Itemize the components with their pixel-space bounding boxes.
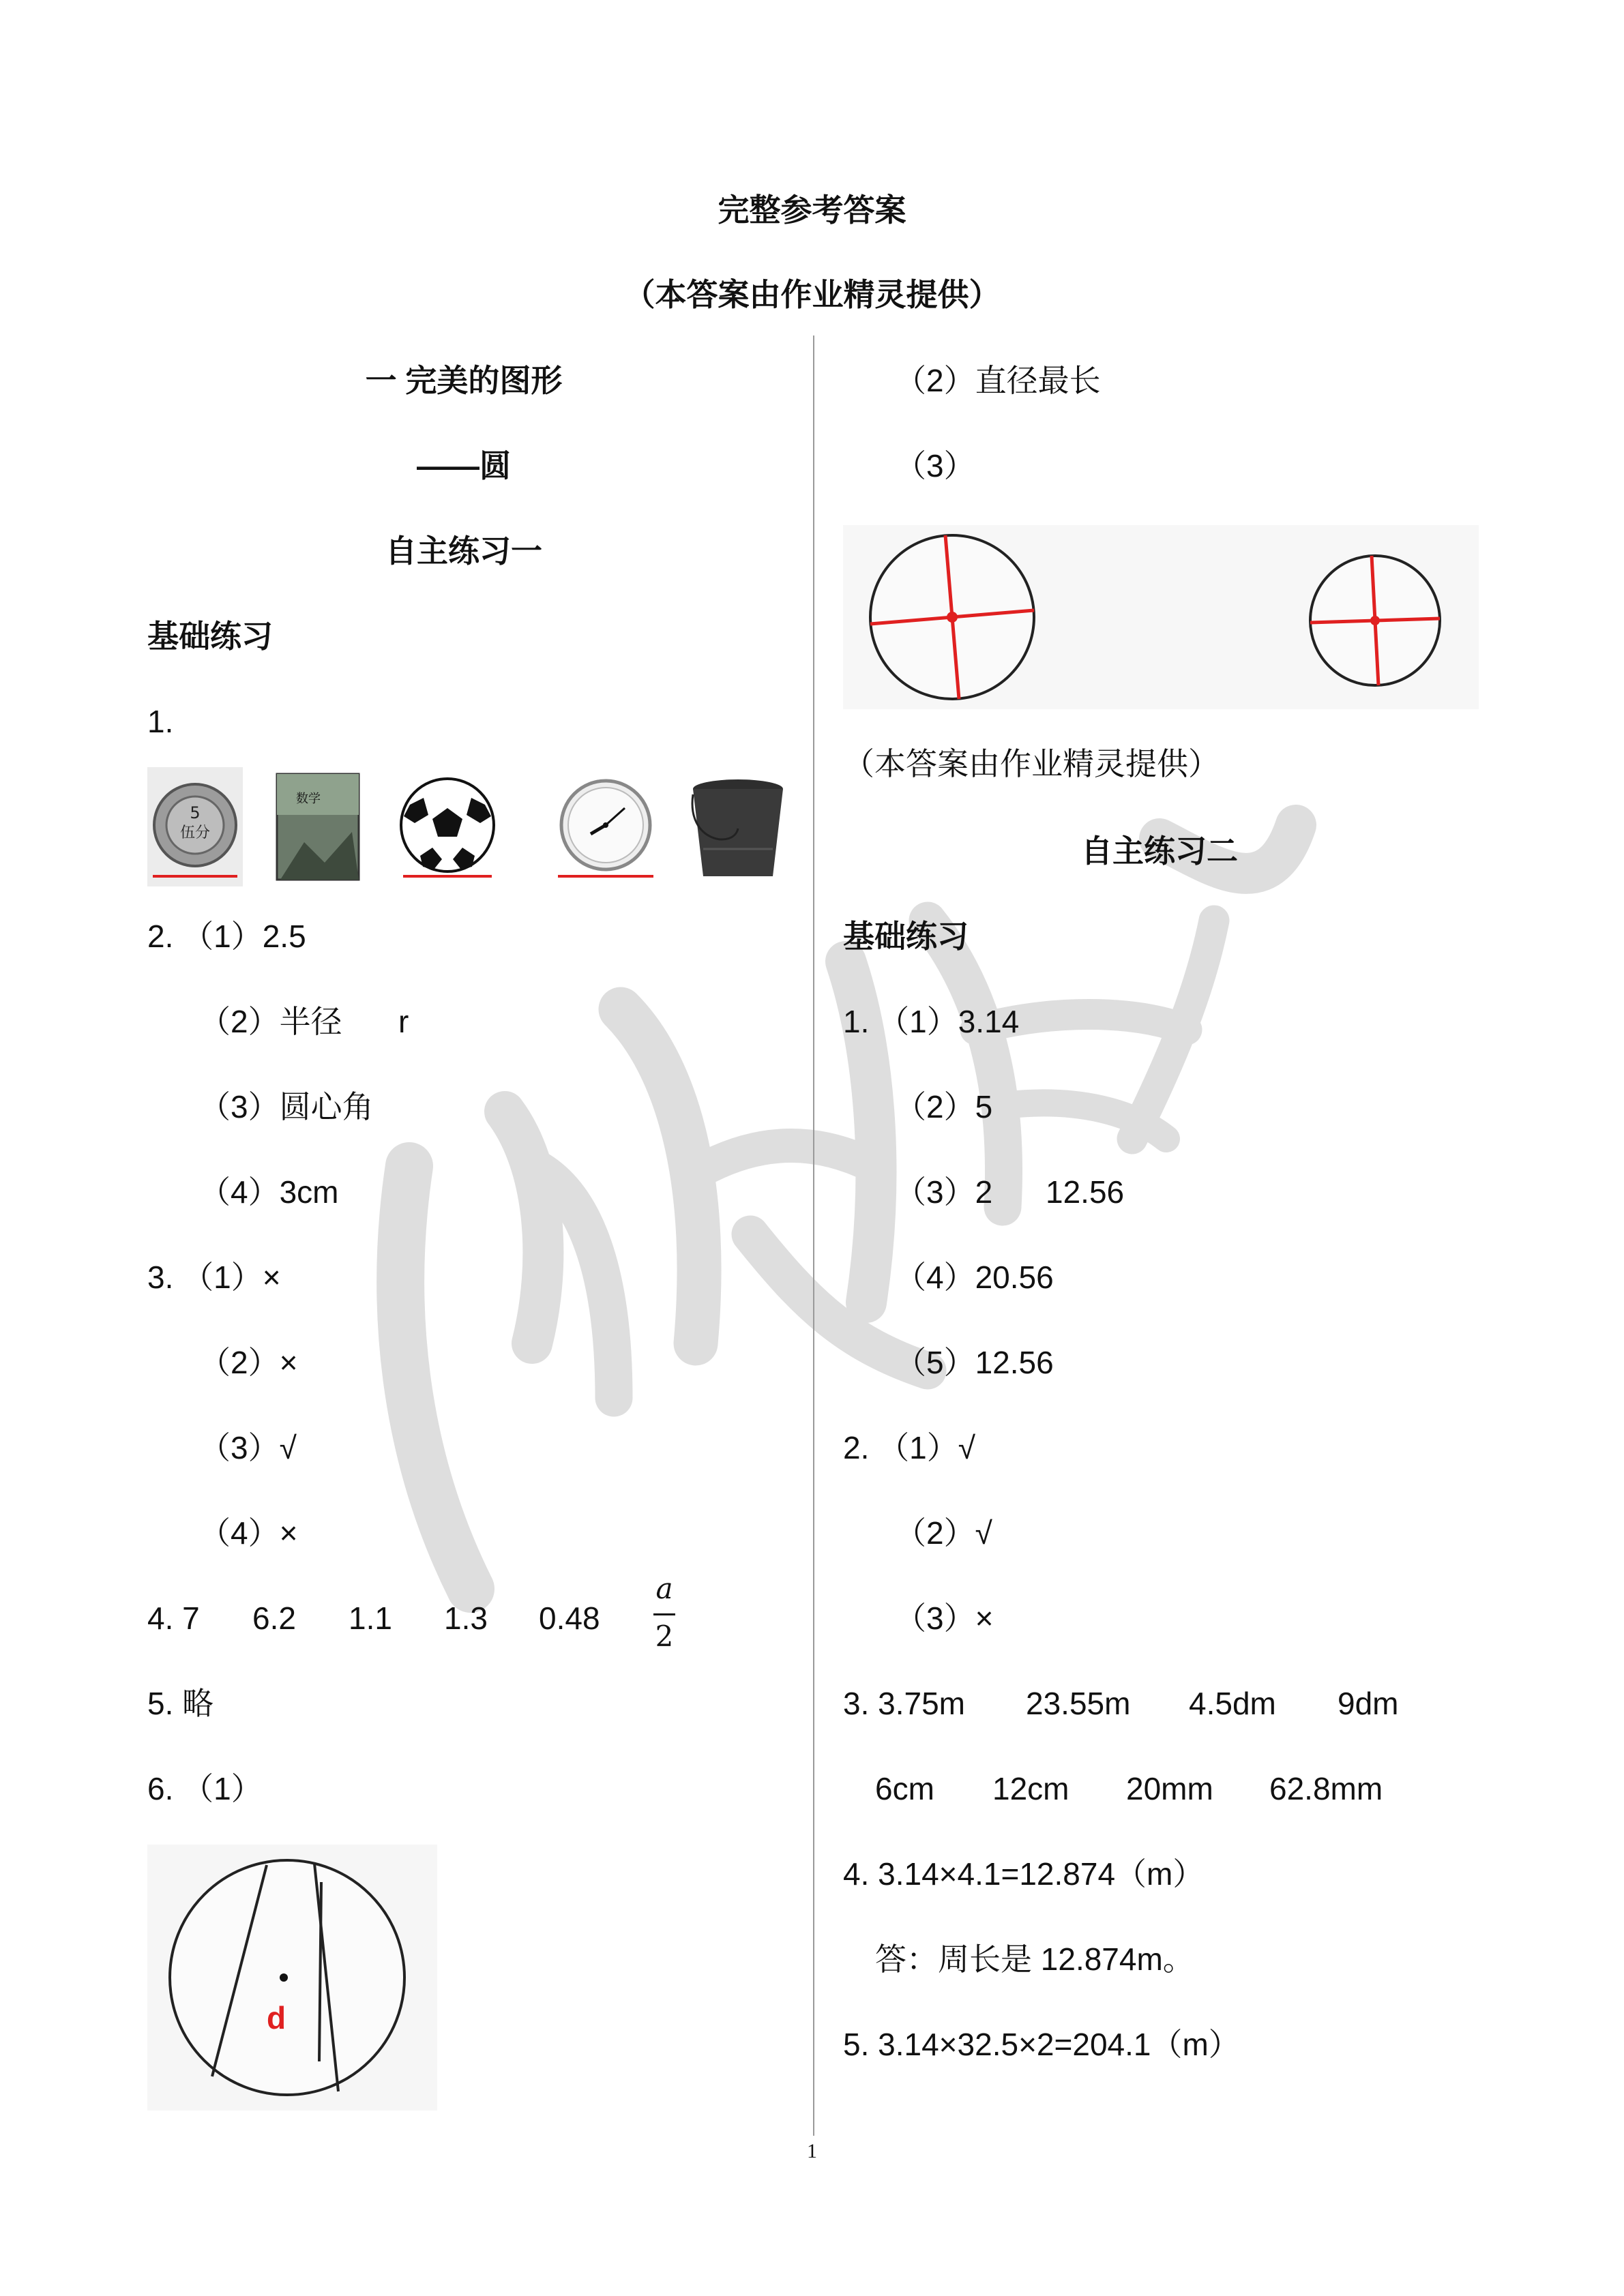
question-4-item-3: 1.1: [349, 1600, 392, 1636]
section-title-2: 自主练习二: [1081, 833, 1238, 869]
coin-icon: [147, 767, 243, 886]
question-4-item-1: 4. 7: [147, 1600, 200, 1636]
question-4-item-2: 6.2: [252, 1600, 296, 1636]
clock-icon: [558, 781, 653, 876]
question-3-line-3: （3）√: [199, 1430, 297, 1465]
page-number: 1: [807, 2140, 817, 2162]
r-question-1-line-3-answer: 12.56: [1046, 1174, 1125, 1210]
fraction-denominator: 2: [655, 1620, 674, 1653]
fraction-bar: [653, 1613, 675, 1615]
question-4-item-5: 0.48: [539, 1600, 600, 1636]
r-question-3-row1-item1: 3. 3.75m: [843, 1686, 965, 1721]
svg-text:数学: 数学: [296, 792, 321, 806]
r-question-3-row1-item4: 9dm: [1338, 1686, 1399, 1721]
q6-circle-diagram: [147, 1845, 437, 2111]
question-2-line-2-answer: r: [398, 1004, 409, 1039]
r-question-4-line-2: 答：周长是 12.874m。: [875, 1941, 1194, 1977]
unit-subtitle: ——圆: [417, 448, 511, 483]
column-divider: [813, 336, 814, 2136]
question-5: 5. 略: [147, 1686, 214, 1721]
page-title: 完整参考答案: [718, 192, 906, 228]
watermark-calligraphy: [327, 784, 1350, 1671]
fraction-numerator: a: [655, 1572, 673, 1605]
soccer-ball-icon: [401, 779, 494, 876]
r-question-1-line-5: （5）12.56: [895, 1345, 1054, 1380]
r-question-1-line-3: （3）2: [895, 1174, 993, 1210]
subsection-basic-1: 基础练习: [147, 618, 273, 654]
q1-objects-image: [147, 767, 788, 886]
small-circle: [1310, 556, 1440, 685]
r-question-3-row2-item1: 6cm: [875, 1771, 934, 1806]
page-subtitle: （本答案由作业精灵提供）: [623, 277, 1001, 312]
r-question-2-line-3: （3）×: [895, 1600, 994, 1636]
r-question-3-row1-item3: 4.5dm: [1189, 1686, 1276, 1721]
question-6: 6. （1）: [147, 1771, 263, 1806]
r-question-2-line-2: （2）√: [895, 1515, 992, 1551]
r-question-4-line-1: 4. 3.14×4.1=12.874（m）: [843, 1856, 1205, 1892]
two-circles-diagram: [843, 525, 1479, 709]
r-question-3-row2-item2: 12cm: [992, 1771, 1069, 1806]
svg-text:5: 5: [190, 803, 201, 822]
center-point: [280, 1973, 288, 1982]
r-question-1-line-1: 1. （1）3.14: [843, 1004, 1020, 1039]
subsection-basic-2: 基础练习: [843, 919, 969, 954]
question-3-line-2: （2）×: [199, 1345, 298, 1380]
question-2-line-1: 2. （1）2.5: [147, 919, 306, 954]
diameter-label: d: [267, 2000, 286, 2036]
unit-title: 一 完美的图形: [365, 363, 563, 398]
question-4-item-4: 1.3: [444, 1600, 488, 1636]
svg-text:伍分: 伍分: [179, 824, 211, 841]
r-question-3-row2-item3: 20mm: [1126, 1771, 1213, 1806]
question-3-line-1: 3. （1）×: [147, 1259, 281, 1295]
r-question-3-row1-item2: 23.55m: [1026, 1686, 1131, 1721]
right-line-1: （2）直径最长: [895, 363, 1101, 398]
question-1-label: 1.: [147, 704, 174, 739]
bucket-icon: [692, 779, 783, 876]
question-2-line-2: （2）半径: [199, 1004, 342, 1039]
r-question-2-line-1: 2. （1）√: [843, 1430, 975, 1465]
question-2-line-4: （4）3cm: [199, 1174, 339, 1210]
r-question-1-line-4: （4）20.56: [895, 1259, 1054, 1295]
book-icon: [277, 774, 359, 880]
question-3-line-4: （4）×: [199, 1515, 298, 1551]
question-2-line-3: （3）圆心角: [199, 1089, 374, 1124]
r-question-5: 5. 3.14×32.5×2=204.1（m）: [843, 2027, 1240, 2062]
right-line-2: （3）: [895, 448, 975, 483]
r-question-1-line-2: （2）5: [895, 1089, 993, 1124]
large-circle: [870, 535, 1034, 699]
r-question-3-row2-item4: 62.8mm: [1269, 1771, 1383, 1806]
right-note: （本答案由作业精灵提供）: [843, 746, 1220, 781]
section-title-1: 自主练习一: [385, 533, 542, 569]
